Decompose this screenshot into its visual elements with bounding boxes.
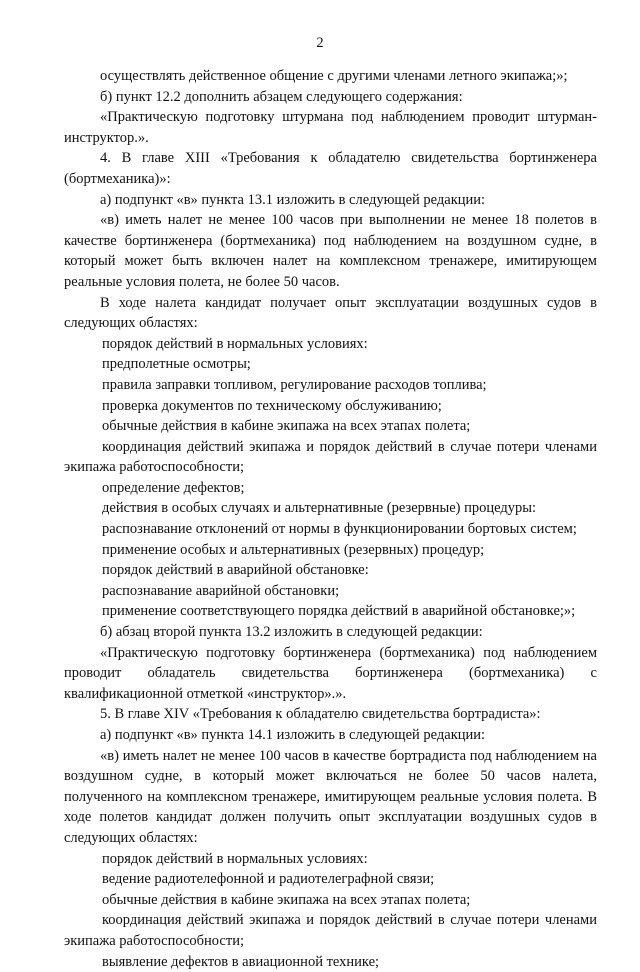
list-item: проверка документов по техническому обслуживанию; bbox=[102, 397, 442, 414]
paragraph: а) подпункт «в» пункта 14.1 изложить в следующей редакции: bbox=[100, 727, 486, 743]
section-heading-4: 4. В главе XIII «Требования к обладателю свидетельства бортинженера (бортмеханика)»: bbox=[64, 150, 597, 187]
list-item: порядок действий в нормальных условиях: bbox=[102, 850, 368, 867]
list-item: действия в особых случаях и альтернативные (резервные) процедуры: bbox=[102, 500, 537, 517]
list-item: обычные действия в кабине экипажа на всех этапах полета; bbox=[102, 891, 471, 908]
list-item: координация действий экипажа и порядок действий в случае потери членами экипажа работоспособности; bbox=[64, 438, 597, 476]
paragraph: б) абзац второй пункта 13.2 изложить в следующей редакции: bbox=[100, 624, 483, 641]
paragraph: «Практическую подготовку штурмана под наблюдением проводит штурман-инструктор.». bbox=[64, 109, 597, 146]
document-body bbox=[64, 66, 597, 972]
list-item: правила заправки топливом, регулирование расходов топлива; bbox=[102, 376, 487, 393]
list-item: выявление дефектов в авиационной технике; bbox=[102, 953, 380, 970]
paragraph: В ходе налета кандидат получает опыт эксплуатации воздушных судов в следующих областях: bbox=[64, 294, 597, 332]
paragraph: «Практическую подготовку бортинженера (бортмеханика) под наблюдением проводит обладатель свидетельства бортинженера (бортмеханика) с квалификационной отметкой «инструктор».». bbox=[64, 644, 597, 702]
paragraph: а) подпункт «в» пункта 13.1 изложить в следующей редакции: bbox=[100, 191, 486, 208]
list-item: применение соответствующего порядка действий в аварийной обстановке;»; bbox=[102, 603, 576, 620]
list-item: распознавание аварийной обстановки; bbox=[102, 582, 340, 599]
list-item: предполетные осмотры; bbox=[102, 356, 251, 373]
page-number: 2 bbox=[316, 35, 324, 51]
list-item: ведение радиотелефонной и радиотелеграфной связи; bbox=[102, 871, 435, 888]
list-item: обычные действия в кабине экипажа на всех этапах полета; bbox=[102, 418, 471, 435]
list-item: применение особых и альтернативных (резервных) процедур; bbox=[102, 541, 485, 558]
paragraph: б) пункт 12.2 дополнить абзацем следующего содержания: bbox=[100, 88, 463, 105]
list-item: распознавание отклонений от нормы в функционировании бортовых систем; bbox=[102, 521, 577, 538]
section-heading-5: 5. В главе XIV «Требования к обладателю свидетельства бортрадиста»: bbox=[100, 706, 541, 723]
paragraph: «в) иметь налет не менее 100 часов при выполнении не менее 18 полетов в качестве бортинженера (бортмеханика) под наблюдением на воздушном судне, в который может быть включен налет на комплексном тренажере, имитирующем реальные условия полета, не более 50 часов. bbox=[64, 212, 597, 290]
list-item: определение дефектов; bbox=[102, 479, 245, 496]
list-item: порядок действий в аварийной обстановке: bbox=[102, 562, 369, 579]
paragraph: осуществлять действенное общение с другими членами летного экипажа;»; bbox=[100, 68, 568, 84]
list-item: порядок действий в нормальных условиях: bbox=[102, 335, 368, 352]
paragraph: «в) иметь налет не менее 100 часов в качестве бортрадиста под наблюдением на воздушном судне, в который может включаться не более 50 часов налета, полученного на комплексном тренажере, имитирующем реальные условия полета. В ходе полетов кандидат должен получить опыт эксплуатации воздушных судов в следующих областях: bbox=[64, 747, 597, 846]
list-item: координация действий экипажа и порядок действий в случае потери членами экипажа работоспособности; bbox=[64, 912, 597, 949]
